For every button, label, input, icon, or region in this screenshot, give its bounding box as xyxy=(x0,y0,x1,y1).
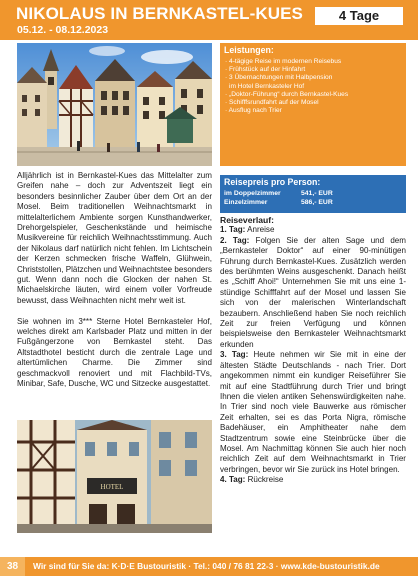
itinerary-day xyxy=(220,350,406,475)
price-label: Einzelzimmer xyxy=(224,199,268,206)
price-box xyxy=(220,175,406,213)
day-text: Heute nehmen wir Sie mit in eine der ältesten Städte Deutschlands - nach Trier. Dort angekommen nimmt ein kundiger Reiseführer Sie mit auf eine Stadtführung durch Trier und bringt Ihnen die vielen antiken Sehenswürdigkeiten nahe. In Trier sind noch viele Bauwerke aus römischer Zeit erhalten, sei es das Porta Nigra, römische Badehäuser, ein Amphitheater nahe dem Stadtzentrum sowie eine Steinbrücke über die Mosel. Am Nachmittag können Sie auch hier noch reichlich Zeit auf dem Weihnachtsmarkt in Trier verbringen, bevor wir Sie zurück ins Hotel bringen. xyxy=(220,350,406,474)
services-list xyxy=(220,55,406,115)
price-label: im Doppelzimmer xyxy=(224,190,281,197)
itinerary-day xyxy=(220,475,406,485)
intro-paragraph: Alljährlich ist in Bernkastel-Kues das Mittelalter zum Greifen nahe – doch zur Adventszeit liegt ein besonders besinnlicher Zauber über dem Ort an der Mosel. Beim traditionellen Weihnachtsmarkt in mittelalterlichem Ambiente sorgen Kunsthandwerker, Drehorgelspieler, Geschenkstände und heimische Musikvereine für reichlich Weihnachtsstimmung. Auch der Nikolaus darf natürlich nicht fehlen. Im Lichtschein der Kerzen schmecken frische Waffeln, Glühwein, Christstollen, Plätzchen und Weihnachtstee besonders gut. Wenn dann noch die Glocken der nahen St. Michaelskirche läuten, wird einem voller Vorfreude bewusst, dass Weihnachten nicht mehr weit ist. xyxy=(17,171,212,305)
travel-dates: 05.12. - 08.12.2023 xyxy=(17,24,109,36)
day-label: 4. Tag: xyxy=(220,475,246,485)
services-item: · Ausflug nach Trier xyxy=(225,107,282,115)
price-value: 541,- EUR xyxy=(301,190,333,197)
hotel-street-photo xyxy=(17,420,212,533)
page-title: NIKOLAUS IN BERNKASTEL-KUES xyxy=(16,4,303,23)
itinerary xyxy=(220,215,406,486)
price-title: Reisepreis pro Person: xyxy=(220,175,406,187)
header-bar xyxy=(0,0,418,40)
services-item: · Schifffsrundfahrt auf der Mosel xyxy=(225,99,319,107)
market-square-photo xyxy=(17,43,212,166)
services-item: · 3 Übernachtungen mit Halbpension xyxy=(225,74,333,82)
svg-text:HOTEL: HOTEL xyxy=(100,483,124,491)
page-number: 38 xyxy=(0,557,25,576)
services-item: · 4-tägige Reise im modernen Reisebus xyxy=(225,58,342,65)
services-box xyxy=(220,43,406,166)
day-text: Folgen Sie der alten Sage und dem „Bernkasteler Doktor“ auf einer 90-minütigen Führung durch Bernkastel-Kues. Zusätzlich werden des berühmten Weins ausgeschenkt. Danach heißt es „Schiff Ahoi!“ Unternehmen Sie mit uns eine 1-stündige Schifffahrt auf der Mosel und lassen Sie sich von der malerischen Winterlandschaft bezaubern. Anschließend haben Sie noch reichlich Zeit zur freien Verfügung und können beispielsweise den Bernkasteler Weihnachtsmarkt erkunden xyxy=(220,235,406,349)
day-label: 1. Tag: xyxy=(220,225,246,235)
price-row xyxy=(224,189,402,198)
itinerary-heading: Reiseverlauf: xyxy=(220,215,274,225)
footer-bar xyxy=(0,557,418,576)
day-text: Rückreise xyxy=(245,475,284,485)
price-value: 586,- EUR xyxy=(301,199,333,206)
services-item: · Frühstück auf der Hinfahrt xyxy=(225,66,306,74)
day-text: Anreise xyxy=(245,225,275,235)
itinerary-day xyxy=(220,225,406,235)
hotel-paragraph: Sie wohnen im 3*** Sterne Hotel Bernkasteler Hof, welches direkt am Karlsbader Platz und mitten in der Fußgängerzone von Bernkastel steht. Das Altstadthotel besticht durch die zentrale Lage und altertümlichen Charme. Die Zimmer sind geschmackvoll renoviert und mit Flachbild-TVs, Minibar, Safe, Dusche, WC und Sitzecke ausgestattet. xyxy=(17,316,212,389)
services-item: · „Doktor-Führung“ durch Bernkastel-Kues xyxy=(225,90,349,98)
itinerary-day xyxy=(220,236,406,350)
day-label: 2. Tag: xyxy=(220,235,250,245)
duration-badge: 4 Tage xyxy=(314,6,404,26)
services-item: im Hotel Bernkasteler Hof xyxy=(229,82,305,90)
services-title: Leistungen: xyxy=(224,45,274,55)
intro-text xyxy=(17,171,212,400)
price-row xyxy=(224,198,402,207)
footer-contact: Wir sind für Sie da: K·D·E Bustouristik · Tel.: 040 / 76 81 22-3 · www.kde-bustouristik.de xyxy=(33,561,380,571)
day-label: 3. Tag: xyxy=(220,350,249,360)
